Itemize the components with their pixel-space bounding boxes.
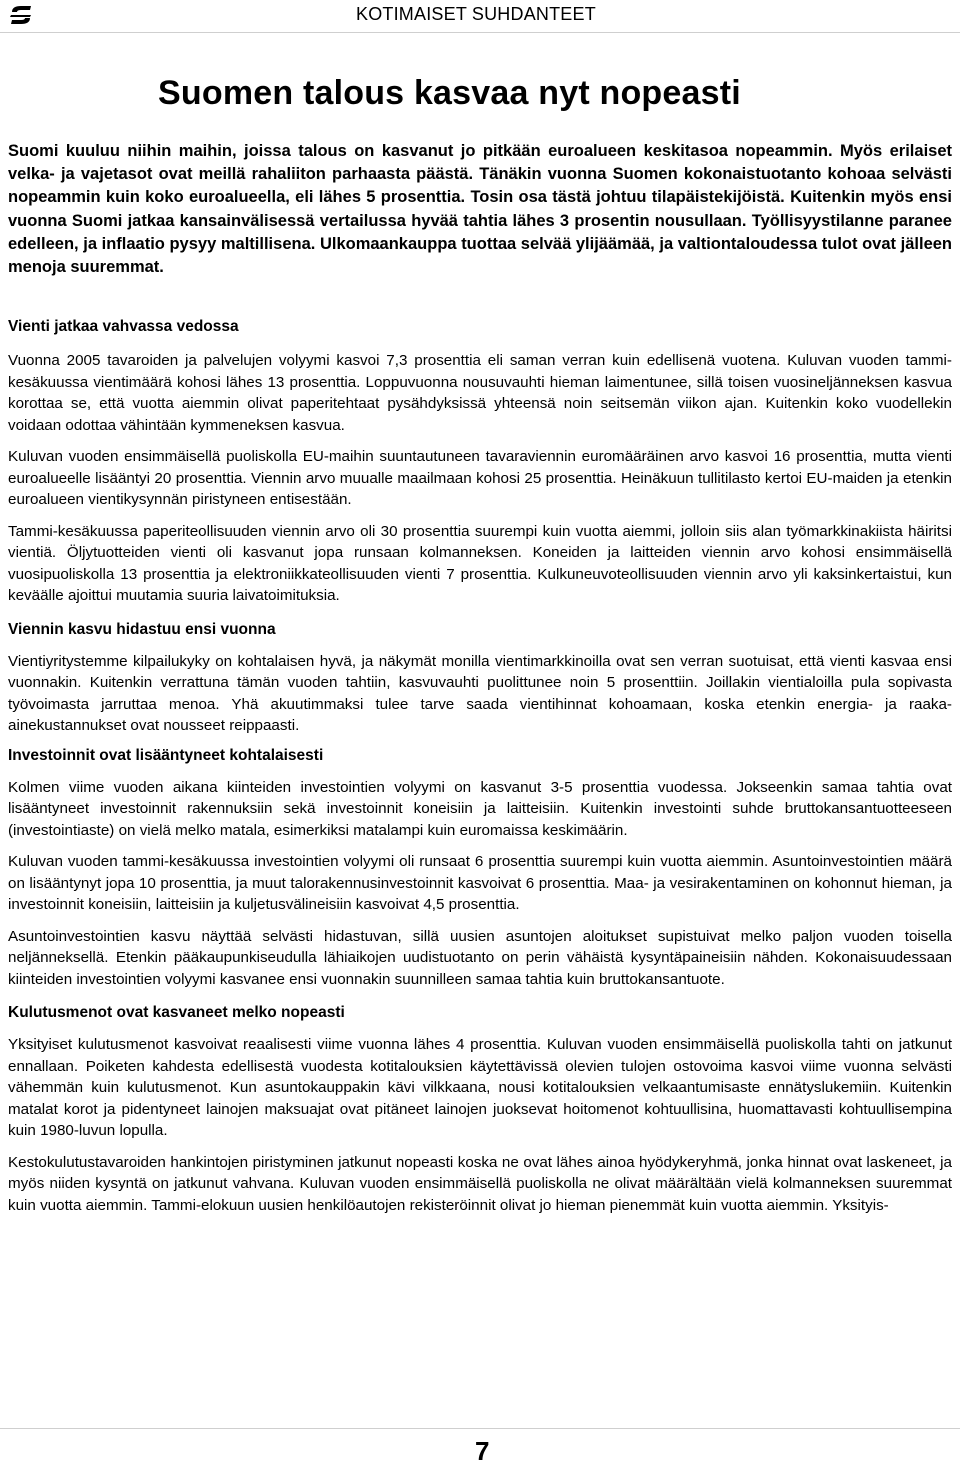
article-body	[8, 140, 952, 1216]
body-paragraph: Kuluvan vuoden ensimmäisellä puoliskolla EU-maihin suuntautuneen tavaraviennin euromääräinen arvo kasvoi 16 prosenttia, mutta vienti euroalueelle lisääntyi 20 prosenttia. Viennin arvo muualle maailmaan kohosi 25 prosenttia. Heinäkuun tullitilasto kertoi EU-maiden ja etenkin euroalueen vientikysynnän piristyneen entisestään.	[8, 448, 952, 509]
body-paragraph: Kolmen viime vuoden aikana kiinteiden investointien volyymi on kasvanut 3-5 prosenttia vuodessa. Jokseenkin samaa tahtia ovat lisääntyneet investoinnit rakennuksiin sekä investoinnit koneisiin ja laitteisiin. Kuitenkin investointi suhde bruttokansantuotteeseen (investointiaste) on vielä melko matala, esimerkiksi matalampi kuin euromaissa keskimäärin.	[8, 778, 952, 839]
body-paragraph: Vuonna 2005 tavaroiden ja palvelujen volyymi kasvoi 7,3 prosenttia eli saman verran kuin edellisenä vuotena. Kuluvan vuoden tammi-kesäkuussa vientimäärä kohosi lähes 13 prosenttia. Loppuvuonna nousuvauhti hieman laimentunee, sillä toisen vuosineljänneksen kasvua korottaa se, että vuotta aiemmin olivat paperitehtaat pysähdyksissä yhteensä noin seitsemän viikon ajan. Kuitenkin koko vuodellekin voidaan odottaa vähintään kymmeneksen kasvua.	[8, 352, 952, 434]
body-paragraph: Yksityiset kulutusmenot kasvoivat reaalisesti viime vuonna lähes 4 prosenttia. Kuluvan vuoden ensimmäisellä puoliskolla tahti on jatkunut ennallaan. Poiketen kahdesta edellisestä vuodesta kotitalouksien käytettävissä olevien tulojen ostovoima kasvoi viime vuonna selvästi vähemmän kuin kulutusmenot. Kun asuntokauppakin kävi vilkkaana, nousi kotitalouksien velkaantumisaste ennätyslukemiin. Kuitenkin matalat korot ja pidentyneet lainojen maksuajat ovat pitäneet lainojen juoksevat hoitomenot kohtuullisina, huomattavasti kohtuullisempina kuin 1980-luvun lopulla.	[8, 1036, 952, 1140]
section-heading: Investoinnit ovat lisääntyneet kohtalaisesti	[8, 746, 324, 764]
page-header	[0, 0, 960, 30]
body-paragraph: Asuntoinvestointien kasvu näyttää selvästi hidastuvan, sillä uusien asuntojen aloitukset supistuivat melko paljon vuoden toisella neljänneksellä. Etenkin pääkaupunkiseudulla lähiaikojen uudistuotanto on perin vähäistä kysyntäpaineisiin nähden. Kokonaisuudessaan kiinteiden investointien volyymi kasvanee ensi vuonnakin suunnilleen samaa tahtia kuin bruttokansantuote.	[8, 927, 952, 988]
body-paragraph: Tammi-kesäkuussa paperiteollisuuden viennin arvo oli 30 prosenttia suurempi kuin vuotta aiemmi, jolloin siis alan työmarkkinakiista häiritsi vientiä. Öljytuotteiden vienti oli kasvanut jopa runsaan kolmanneksen. Koneiden ja laitteiden viennin arvo kohosi ensimmäisellä vuosipuoliskolla 13 prosenttia ja elektroniikkateollisuuden vienti 7 prosenttia. Kulkuneuvoteollisuuden viennin arvo yli kaksinkertaistui, kun keväälle ajoittui muutamia suuria laivatoimituksia.	[8, 522, 952, 605]
section-heading: Vienti jatkaa vahvassa vedossa	[8, 318, 239, 336]
header-divider	[0, 32, 960, 33]
page-number: 7	[475, 1436, 490, 1466]
lead-paragraph: Suomi kuuluu niihin maihin, joissa talous on kasvanut jo pitkään euroalueen keskitasoa nopeammin. Myös erilaiset velka- ja vajetasot ovat meillä rahaliiton parhaasta päästä. Tänäkin vuonna Suomen kokonaistuotanto kohoaa selvästi nopeammin kuin koko euroalueella, eli lähes 5 prosenttia. Tosin osa tästä johtuu tilapäistekijöistä. Kuitenkin myös ensi vuonna Suomi jatkaa kansainvälisessä vertailussa hyvää tahtia lähes 3 prosentin nousullaan. Työllisyystilanne paranee edelleen, ja inflaatio pysyy maltillisena. Ulkomaankauppa tuottaa selvää ylijäämää, ja valtiontaloudessa tulot ovat jälleen menoja suuremmat.	[8, 142, 952, 277]
section-heading: Kulutusmenot ovat kasvaneet melko nopeasti	[8, 1004, 345, 1022]
body-paragraph: Kuluvan vuoden tammi-kesäkuussa investointien volyymi oli runsaat 6 prosenttia suurempi kuin vuotta aiemmin. Asuntoinvestointien määrä on lisääntynyt jopa 10 prosenttia, ja muut talorakennusinvestoinnit kasvoivat 6 prosenttia. Maa- ja vesirakentaminen on kohonnut hieman, ja investoinnit koneisiin, laitteisiin ja kuljetusvälineisiin kasvoivat 4,5 prosenttia.	[8, 853, 952, 914]
body-paragraph: Kestokulutustavaroiden hankintojen piristyminen jatkunut nopeasti koska ne ovat lähes ainoa hyödykeryhmä, jonka hinnat ovat laskeneet, ja myös niiden kysyntä on jatkunut vahvana. Kuluvan vuoden ensimmäisellä puoliskolla ne olivat määrältään vielä kolmanneksen suuremmat kuin vuotta aiemmin. Tammi-elokuun uusien henkilöautojen rekisteröinnit olivat jo hieman pienemmät kuin vuotta aiemmin. Yksityis-	[8, 1153, 952, 1214]
section-label: KOTIMAISET SUHDANTEET	[356, 4, 596, 24]
section-heading: Viennin kasvu hidastuu ensi vuonna	[8, 620, 276, 638]
page-title: Suomen talous kasvaa nyt nopeasti	[158, 74, 741, 112]
footer-divider	[0, 1428, 960, 1429]
body-paragraph: Vientiyritystemme kilpailukyky on kohtalaisen hyvä, ja näkymät monilla vientimarkkinoilla ovat sen verran suotuisat, että vienti kasvaa ensi vuonnakin. Kuitenkin verrattuna tämän vuoden tahtiin, kasvuvauhti puolittunee noin 5 prosenttiin. Joillakin vientialoilla pula sopivasta työvoimasta jarruttaa menoa. Yhä akuutimmaksi tulee tarve saada vientihinnat kohoamaan, koska etenkin energia- ja raaka-ainekustannukset ovat nousseet reippaasti.	[8, 652, 952, 735]
bank-logo-icon	[9, 3, 33, 27]
